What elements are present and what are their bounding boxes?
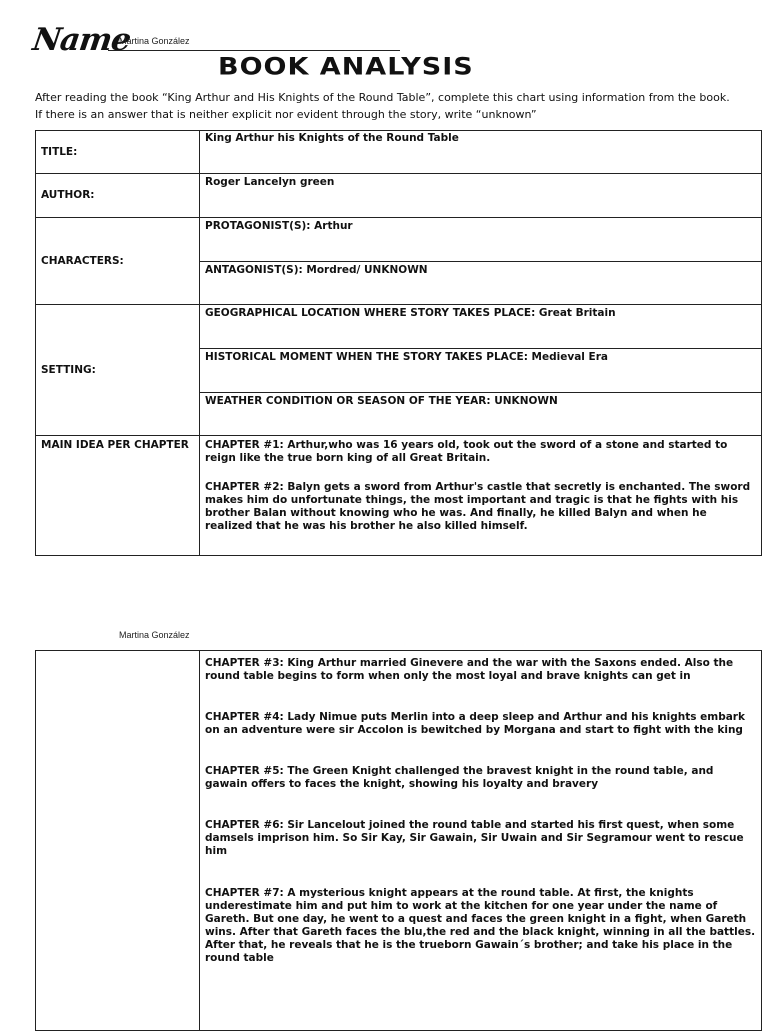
historical-cell: HISTORICAL MOMENT WHEN THE STORY TAKES PLACE: Medieval Era <box>200 349 762 393</box>
instructions-line-2: If there is an answer that is neither explicit nor evident through the story, write “unknown” <box>35 108 537 121</box>
student-name-page2: Martina González <box>119 630 190 640</box>
setting-label: SETTING: <box>36 305 200 436</box>
antagonist-cell: ANTAGONIST(S): Mordred/ UNKNOWN <box>200 262 762 305</box>
characters-label: CHARACTERS: <box>36 218 200 305</box>
chapter-3: CHAPTER #3: King Arthur married Ginevere and the war with the Saxons ended. Also the round table begins to form when only the most loyal and brave knights can get in <box>205 657 734 682</box>
page-title: BOOK ANALYSIS <box>218 53 474 81</box>
title-label: TITLE: <box>36 131 200 174</box>
chapters-table-page2 <box>35 650 762 1031</box>
chapter-7: CHAPTER #7: A mysterious knight appears at the round table. At first, the knights underestimate him and put him to work at the kitchen for one year under the name of Gareth. But one day, he went to a quest and faces the green knight in a fight, when Gareth wins. After that Gareth faces the blu,the red and the black knight, winning in all the battles. After that, he reveals that he is the trueborn Gawain´s brother; and take his place in the round table <box>205 887 756 964</box>
chapter-2: CHAPTER #2: Balyn gets a sword from Arthur's castle that secretly is enchanted. The sword makes him do unfortunate things, the most important and tragic is that he fights with his brother Balan without knowing who he was. And finally, he killed Balyn and when he realized that he was his brother he also killed himself. <box>205 481 751 532</box>
chapter-5: CHAPTER #5: The Green Knight challenged the bravest knight in the round table, and gawain offers to faces the knight, showing his loyalty and bravery <box>205 765 714 790</box>
title-value: King Arthur his Knights of the Round Table <box>200 131 762 174</box>
name-underline <box>108 50 400 51</box>
author-label: AUTHOR: <box>36 174 200 218</box>
book-analysis-table <box>35 130 762 556</box>
author-value: Roger Lancelyn green <box>200 174 762 218</box>
student-name: Martina González <box>119 36 190 46</box>
instructions <box>35 89 745 123</box>
weather-cell: WEATHER CONDITION OR SEASON OF THE YEAR: UNKNOWN <box>200 393 762 436</box>
page2-label-cell <box>36 651 200 1031</box>
name-label: Name <box>30 22 133 58</box>
chapter-1: CHAPTER #1: Arthur,who was 16 years old, took out the sword of a stone and started to reign like the true born king of all Great Britain. <box>205 439 728 464</box>
chapter-6: CHAPTER #6: Sir Lancelout joined the round table and started his first quest, when some damsels imprison him. So Sir Kay, Sir Gawain, Sir Uwain and Sir Segramour went to rescue him <box>205 819 744 857</box>
geo-cell: GEOGRAPHICAL LOCATION WHERE STORY TAKES PLACE: Great Britain <box>200 305 762 349</box>
chapters-cell-page2 <box>200 651 762 1031</box>
main-idea-label: MAIN IDEA PER CHAPTER <box>36 436 200 556</box>
chapter-4: CHAPTER #4: Lady Nimue puts Merlin into a deep sleep and Arthur and his knights embark on an adventure were sir Accolon is bewitched by Morgana and start to fight with the king <box>205 711 745 736</box>
protagonist-cell: PROTAGONIST(S): Arthur <box>200 218 762 262</box>
instructions-line-1: After reading the book “King Arthur and His Knights of the Round Table”, complete this chart using information from the book. <box>35 91 730 104</box>
chapters-cell-page1 <box>200 436 762 556</box>
